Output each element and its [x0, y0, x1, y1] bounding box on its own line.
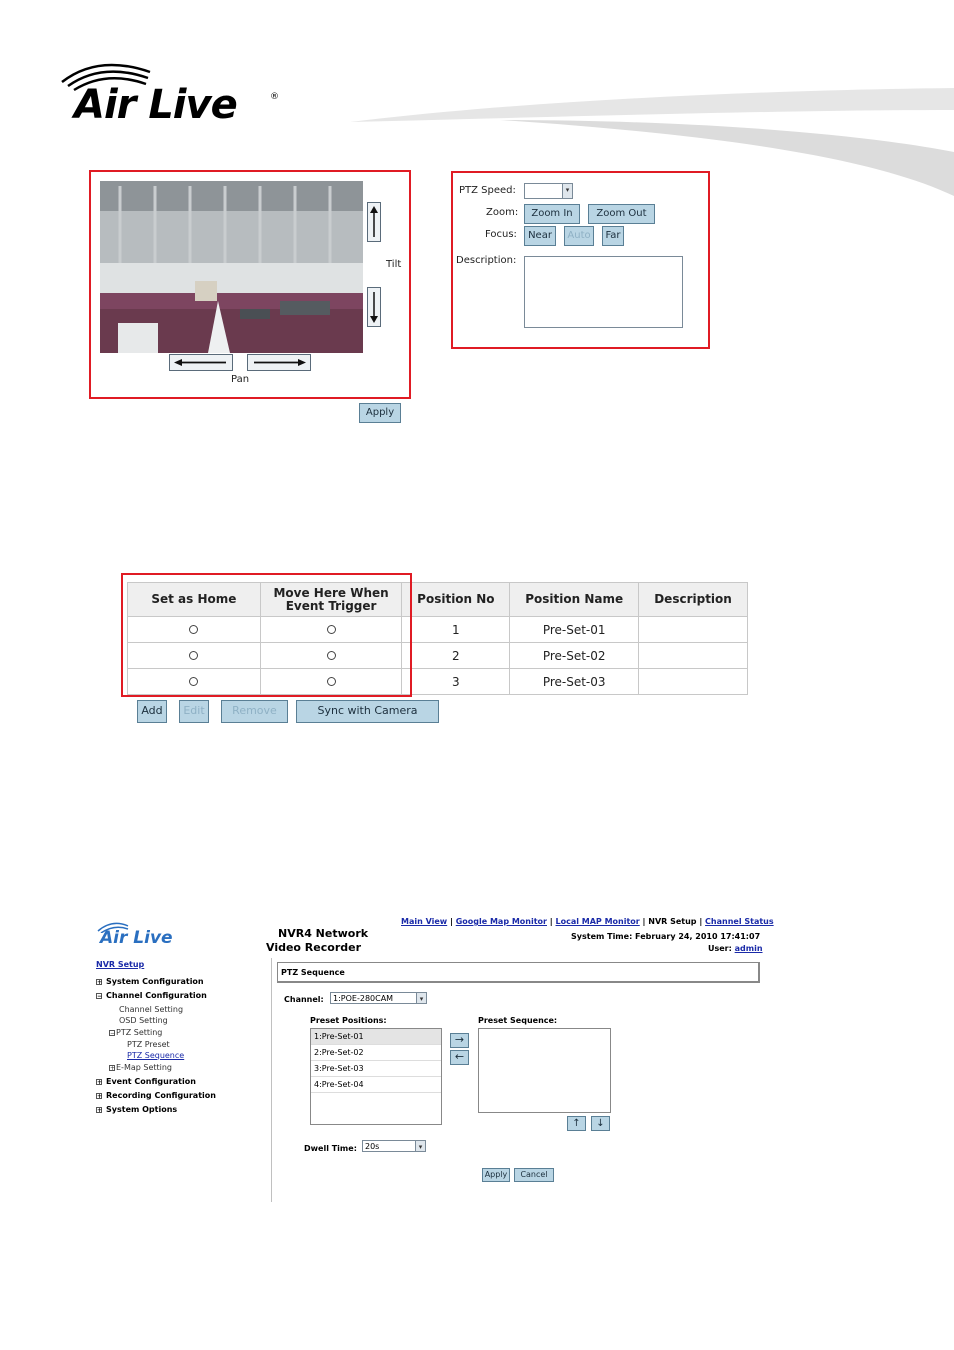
top-nav [401, 917, 774, 926]
header-position-no: Position No [402, 583, 510, 617]
sidebar-item-label: Recording Configuration [106, 1091, 216, 1100]
sidebar-item-channel-configuration[interactable] [96, 991, 207, 1000]
channel-select[interactable] [330, 992, 427, 1004]
move-down-button[interactable]: ↓ [591, 1116, 610, 1131]
system-time: System Time: February 24, 2010 17:41:07 [571, 932, 761, 941]
nav-separator: | [699, 917, 703, 926]
sidebar-item-label: Channel Configuration [106, 991, 207, 1000]
nvr-apply-button[interactable]: Apply [482, 1168, 510, 1182]
description-textarea[interactable] [524, 256, 683, 328]
description-cell [639, 669, 748, 695]
dwell-time-select[interactable] [362, 1140, 426, 1152]
pan-right-button[interactable] [247, 354, 311, 371]
expand-plus-icon: + [97, 1092, 103, 1100]
sidebar-heading[interactable]: NVR Setup [96, 960, 145, 969]
chevron-down-icon: ▾ [416, 993, 426, 1003]
nav-separator: | [642, 917, 646, 926]
arrow-up-icon [368, 203, 380, 241]
header-position-name: Position Name [510, 583, 639, 617]
user-label: User: [708, 944, 732, 953]
dwell-time-value: 20s [365, 1142, 380, 1151]
expand-plus-icon: + [97, 1078, 103, 1086]
nav-google-map-monitor[interactable]: Google Map Monitor [455, 917, 547, 926]
sidebar-divider [271, 958, 272, 1202]
description-cell [639, 643, 748, 669]
position-no-cell: 2 [402, 643, 510, 669]
nav-separator: | [450, 917, 453, 926]
nav-channel-status[interactable]: Channel Status [705, 917, 774, 926]
move-left-button[interactable]: ← [450, 1050, 469, 1065]
position-name-cell: Pre-Set-02 [510, 643, 639, 669]
focus-far-button[interactable]: Far [602, 226, 624, 246]
sidebar-item-ptz-preset[interactable]: PTZ Preset [127, 1040, 170, 1049]
sidebar-item-ptz-sequence[interactable]: PTZ Sequence [127, 1051, 185, 1060]
nvr-cancel-button[interactable]: Cancel [514, 1168, 554, 1182]
sidebar-item-label: Event Configuration [106, 1077, 196, 1086]
chevron-down-icon: ▾ [415, 1141, 425, 1151]
position-name-cell: Pre-Set-03 [510, 669, 639, 695]
header-set-as-home: Set as Home [128, 583, 261, 617]
panel-title-bar [277, 962, 760, 983]
description-label: Description: [456, 255, 517, 266]
tilt-up-button[interactable] [367, 202, 381, 242]
zoom-label: Zoom: [486, 207, 519, 218]
camera-live-view[interactable] [100, 181, 363, 353]
collapse-minus-icon: − [97, 992, 103, 1000]
sidebar-item-system-configuration[interactable] [96, 977, 204, 986]
header-description: Description [639, 583, 748, 617]
sidebar-item-label: PTZ Setting [116, 1028, 163, 1037]
panel-title: PTZ Sequence [281, 968, 345, 977]
focus-auto-button[interactable]: Auto [564, 226, 594, 246]
list-item[interactable]: 2:Pre-Set-02 [311, 1045, 441, 1061]
sidebar-item-channel-setting[interactable]: Channel Setting [119, 1005, 184, 1014]
add-button[interactable]: Add [137, 700, 167, 723]
apply-button[interactable]: Apply [359, 403, 401, 423]
focus-near-button[interactable]: Near [524, 226, 556, 246]
position-no-cell: 1 [402, 617, 510, 643]
position-name-cell: Pre-Set-01 [510, 617, 639, 643]
sidebar-item-ptz-setting[interactable] [109, 1028, 162, 1037]
sidebar-item-recording-configuration[interactable] [96, 1091, 216, 1100]
dwell-time-label: Dwell Time: [304, 1144, 357, 1153]
expand-plus-icon: + [110, 1064, 116, 1072]
header-move-line2: Event Trigger [285, 598, 377, 613]
expand-plus-icon: + [97, 978, 103, 986]
sidebar-item-osd-setting[interactable]: OSD Setting [119, 1016, 168, 1025]
pan-left-button[interactable] [169, 354, 233, 371]
channel-value: 1:POE-280CAM [333, 994, 394, 1003]
tilt-label: Tilt [386, 259, 402, 270]
preset-positions-list[interactable] [310, 1028, 442, 1125]
list-item[interactable]: 4:Pre-Set-04 [311, 1077, 441, 1093]
arrow-right-icon [248, 355, 310, 370]
nvr-title-line1: NVR4 Network [278, 927, 369, 940]
zoom-in-button[interactable]: Zoom In [524, 204, 580, 224]
position-no-cell: 3 [402, 669, 510, 695]
highlight-box-radios [121, 573, 412, 697]
sidebar-item-label: System Options [106, 1105, 178, 1114]
sidebar-item-label: System Configuration [106, 977, 204, 986]
channel-label: Channel: [284, 995, 324, 1004]
focus-label: Focus: [485, 229, 517, 240]
preset-positions-label: Preset Positions: [310, 1016, 387, 1025]
sidebar-item-emap-setting[interactable] [109, 1063, 172, 1072]
preset-sequence-list[interactable] [478, 1028, 611, 1113]
ptz-speed-select[interactable] [524, 183, 573, 199]
nav-separator: | [549, 917, 553, 926]
user-info [708, 944, 763, 953]
header-move-line1: Move Here When [273, 585, 389, 600]
sidebar-item-event-configuration[interactable] [96, 1077, 196, 1086]
arrow-down-icon [368, 288, 380, 326]
list-item[interactable]: 1:Pre-Set-01 [311, 1029, 441, 1045]
preset-sequence-label: Preset Sequence: [478, 1016, 558, 1025]
remove-button[interactable]: Remove [221, 700, 288, 723]
collapse-minus-icon: − [110, 1029, 116, 1037]
arrow-left-icon [170, 355, 232, 370]
pan-label: Pan [231, 374, 250, 385]
expand-plus-icon: + [97, 1106, 103, 1114]
move-up-button[interactable]: ↑ [567, 1116, 586, 1131]
zoom-out-button[interactable]: Zoom Out [588, 204, 655, 224]
nvr-logo: Air Live [100, 928, 173, 948]
user-link[interactable]: admin [734, 944, 763, 953]
move-right-button[interactable]: → [450, 1033, 469, 1048]
edit-button[interactable]: Edit [179, 700, 209, 723]
list-item[interactable]: 3:Pre-Set-03 [311, 1061, 441, 1077]
registered-mark: ® [270, 92, 279, 102]
tilt-down-button[interactable] [367, 287, 381, 327]
description-cell [639, 617, 748, 643]
nav-nvr-setup[interactable]: NVR Setup [648, 917, 697, 926]
sync-with-camera-button[interactable]: Sync with Camera [296, 700, 439, 723]
nav-local-map-monitor[interactable]: Local MAP Monitor [555, 917, 640, 926]
sidebar-item-label: E-Map Setting [116, 1063, 173, 1072]
ptz-speed-label: PTZ Speed: [459, 185, 516, 196]
nvr-title-line2: Video Recorder [266, 941, 362, 954]
sidebar-item-system-options[interactable] [96, 1105, 177, 1114]
airlive-logo: Air Live [74, 82, 237, 128]
chevron-down-icon: ▾ [562, 184, 572, 198]
nav-main-view[interactable]: Main View [401, 917, 448, 926]
